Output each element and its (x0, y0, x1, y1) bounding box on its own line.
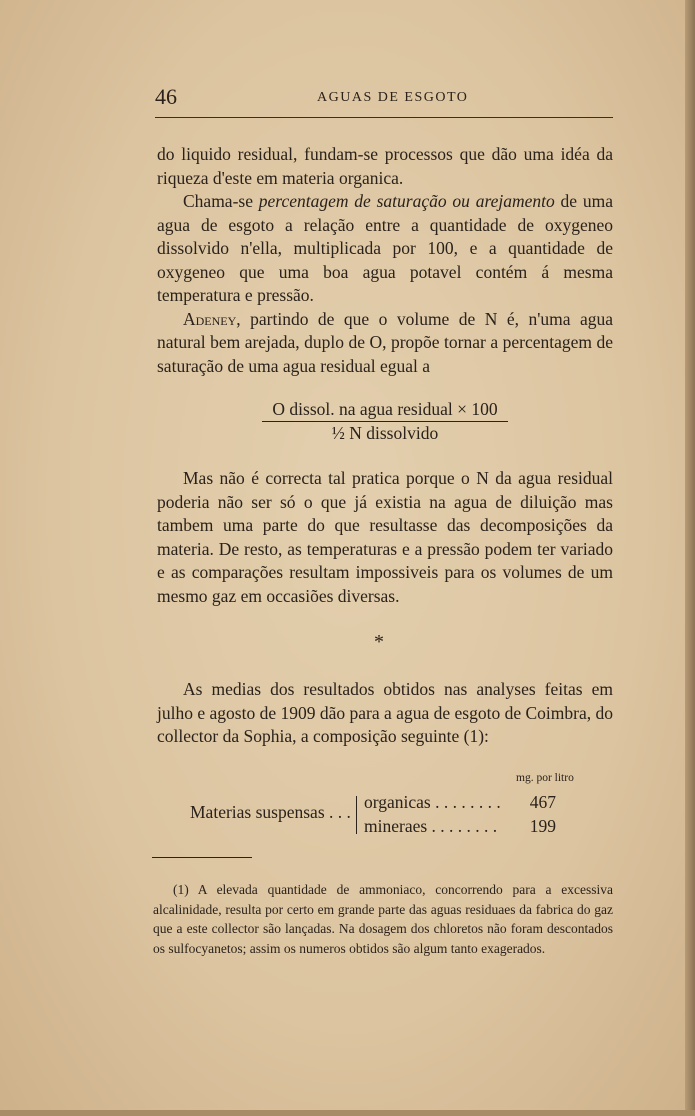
page-header (155, 84, 615, 112)
text-block-2 (157, 467, 613, 608)
composition-group-label: Materias suspensas . . . (190, 802, 351, 822)
saturation-formula (262, 399, 508, 444)
composition-row (364, 816, 564, 840)
page-number: 46 (155, 84, 177, 109)
composition-value: 199 (529, 816, 556, 836)
paragraph-2-term: percentagem de saturação ou arejamento (258, 191, 555, 211)
footnote: (1) A elevada quantidade de ammoniaco, concorrendo para a excessiva alcalinidade, resulta por certo em grande parte das aguas residuaes da fabrica do gaz que a este collector são lançadas. Na dosagem dos chloretos não foram descontados os sulfocyanetos; assim os numeros obtidos são algum tanto exagerados. (153, 882, 613, 956)
paragraph-3 (157, 308, 613, 379)
text-block-1 (157, 143, 613, 378)
composition-row (364, 792, 564, 816)
paragraph-2-start: Chama-se (183, 191, 259, 211)
running-title: AGUAS DE ESGOTO (317, 90, 469, 105)
text-block-3 (157, 678, 613, 749)
composition-name: organicas . . . . . . . . (364, 792, 501, 812)
paragraph-2-end: de uma agua de esgoto a relação entre a quantidade de oxygeneo dissolvido n'ella, multiplicada por 100, e a quantidade de oxygeneo que uma boa agua potavel contém á mesma temperatura e pressão. (157, 191, 613, 305)
footnote-rule (152, 857, 252, 858)
composition-value: 467 (529, 792, 556, 812)
paragraph-5: As medias dos resultados obtidos nas analyses feitas em julho e agosto de 1909 dão para a agua de esgoto de Coimbra, do collector da Sophia, a composição seguinte (1): (157, 679, 613, 746)
composition-name: mineraes . . . . . . . . (364, 816, 498, 836)
section-separator: * (374, 631, 384, 653)
paragraph-2 (157, 190, 613, 308)
formula-denominator: ½ N dissolvido (331, 423, 439, 443)
paragraph-3-text: , partindo de que o volume de N é, n'uma agua natural bem arejada, duplo de O, propõe tornar a percentagem de saturação de uma agua residual egual a (157, 308, 613, 376)
paragraph-1: do liquido residual, fundam-se processos que dão uma idéa da riqueza d'este em materia organica. (157, 144, 613, 188)
formula-numerator: O dissol. na agua residual × 100 (262, 399, 508, 422)
page-edge-bottom (0, 1110, 695, 1116)
unit-label: mg. por litro (516, 772, 574, 784)
page-edge (685, 0, 695, 1116)
paragraph-4: Mas não é correcta tal pratica porque o N da agua residual poderia não ser só o que já existia na agua de diluição mas tambem uma parte do que resultasse das decomposições da materia. De resto, as temperaturas e a pressão podem ter variado e as comparações resultam impossiveis para os volumes de um mesmo gaz em occasiões diversas. (157, 468, 613, 606)
header-rule (155, 117, 613, 118)
composition-brace (356, 796, 363, 834)
author-name: Adeney (183, 308, 237, 329)
